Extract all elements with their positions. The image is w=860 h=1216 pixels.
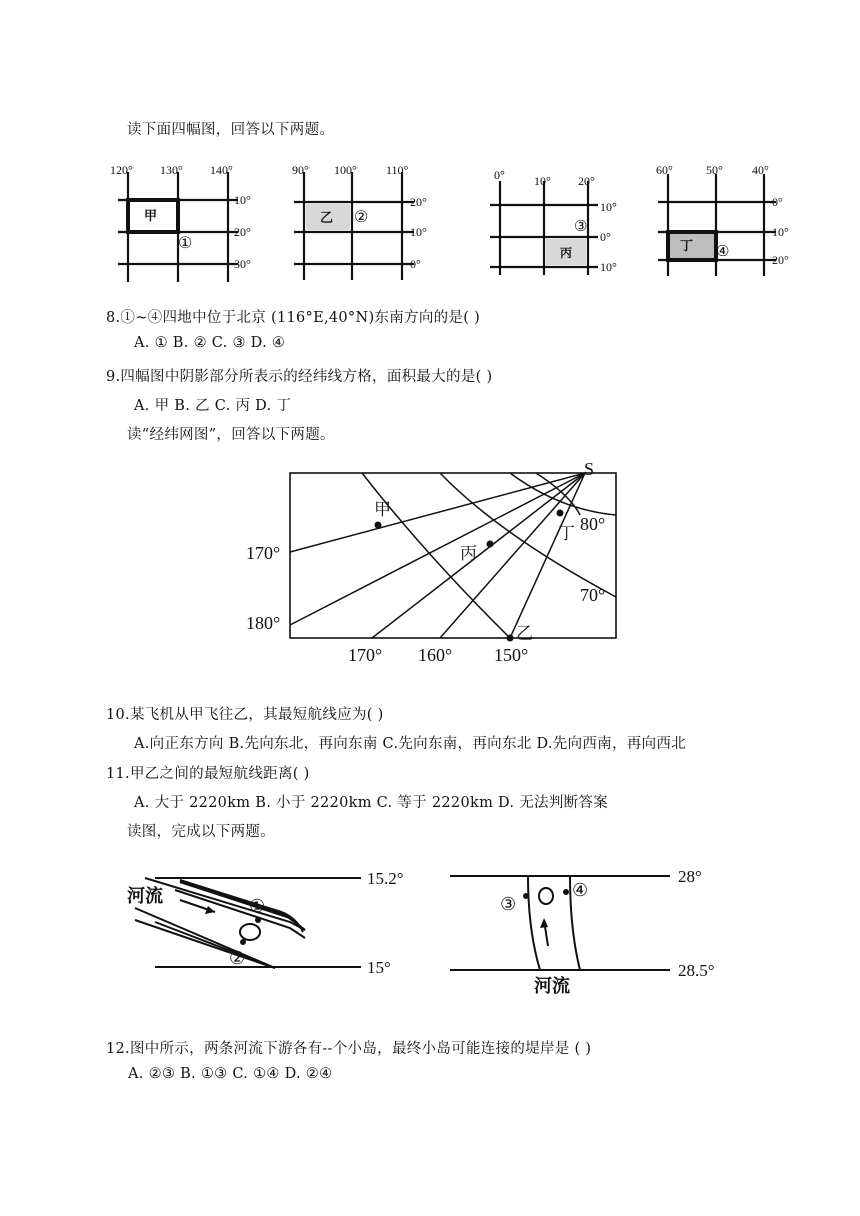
right-label: 30° [234,257,251,271]
polar-graticule-map [240,455,620,665]
river-diagram-left [125,860,425,1000]
intro-line: 读下面四幅图，回答以下两题。 [127,122,335,138]
point-label: 乙 [516,624,533,644]
grid-map-3 [488,165,638,295]
question-11: 11.甲乙之间的最短航线距离( ) [106,766,310,782]
top-label: 140° [210,163,233,177]
right-label: 0° [410,257,421,271]
intro-line: 读“经纬网图”，回答以下两题。 [127,427,335,443]
lat-label: 15.2° [367,869,404,888]
top-label: 60° [656,163,673,177]
shade-label: 丙 [560,246,573,260]
top-label: 40° [752,163,769,177]
lat-label: 28.5° [678,961,715,980]
top-label: 50° [706,163,723,177]
marker: ④ [716,244,730,260]
lon-label: 170° [246,543,281,563]
top-label: 10° [534,174,551,188]
river-label: 河流 [534,976,570,997]
shade-label: 甲 [144,209,158,224]
marker: ② [229,948,246,968]
right-label: 10° [600,200,617,214]
shade-label: 丁 [680,239,694,254]
lat-label: 70° [580,585,606,605]
point-label: 丁 [558,524,575,544]
right-label: 10° [410,225,427,239]
top-label: 130° [160,163,183,177]
pole-label: S [584,459,595,479]
marker: ② [354,209,369,226]
lon-label: 160° [418,645,453,665]
top-label: 90° [292,163,309,177]
marker: ④ [572,880,589,900]
top-label: 100° [334,163,357,177]
right-label: 20° [772,253,789,267]
question-10: 10.某飞机从甲飞往乙，其最短航线应为( ) [106,707,384,723]
question-10-options: A.向正东方向 B.先向东北，再向东南 C.先向东南，再向东北 D.先向西南，再向西北 [134,736,686,752]
right-label: 20° [234,225,251,239]
question-11-options: A. 大于 2220km B. 小于 2220km C. 等于 2220km D. 无法判断答案 [134,795,609,811]
marker: ③ [500,894,517,914]
top-label: 0° [494,168,505,182]
question-9: 9.四幅图中阴影部分所表示的经纬线方格，面积最大的是( ) [106,369,493,385]
marker: ① [249,896,266,916]
river-label: 河流 [127,886,163,907]
question-8: 8.①~④四地中位于北京 (116°E,40°N)东南方向的是( ) [106,310,481,326]
top-label: 110° [386,163,409,177]
right-label: 0° [772,195,783,209]
intro-line: 读图，完成以下两题。 [127,824,275,840]
grid-map-2 [290,160,440,290]
point-label: 丙 [460,544,477,564]
marker: ③ [574,219,588,235]
lat-label: 28° [678,867,702,886]
question-9-options: A. 甲 B. 乙 C. 丙 D. 丁 [134,398,292,414]
point-label: 甲 [374,500,391,520]
lon-label: 180° [246,613,281,633]
river-diagram-right [440,860,740,1000]
grid-map-1 [110,160,260,290]
question-12-options: A. ②③ B. ①③ C. ①④ D. ②④ [128,1066,333,1082]
shade-label: 乙 [320,211,334,226]
lon-label: 150° [494,645,529,665]
right-label: 0° [600,230,611,244]
lat-label: 15° [367,958,391,977]
grid-map-4 [656,160,806,290]
lat-label: 80° [580,514,606,534]
top-label: 120° [110,163,133,177]
marker: ① [178,235,193,252]
top-label: 20° [578,174,595,188]
question-8-options: A. ① B. ② C. ③ D. ④ [134,335,286,351]
right-label: 10° [234,193,251,207]
right-label: 10° [772,225,789,239]
right-label: 10° [600,260,617,274]
lon-label: 170° [348,645,383,665]
question-12: 12.图中所示，两条河流下游各有--个小岛，最终小岛可能连接的堤岸是 ( ) [106,1041,592,1057]
right-label: 20° [410,195,427,209]
